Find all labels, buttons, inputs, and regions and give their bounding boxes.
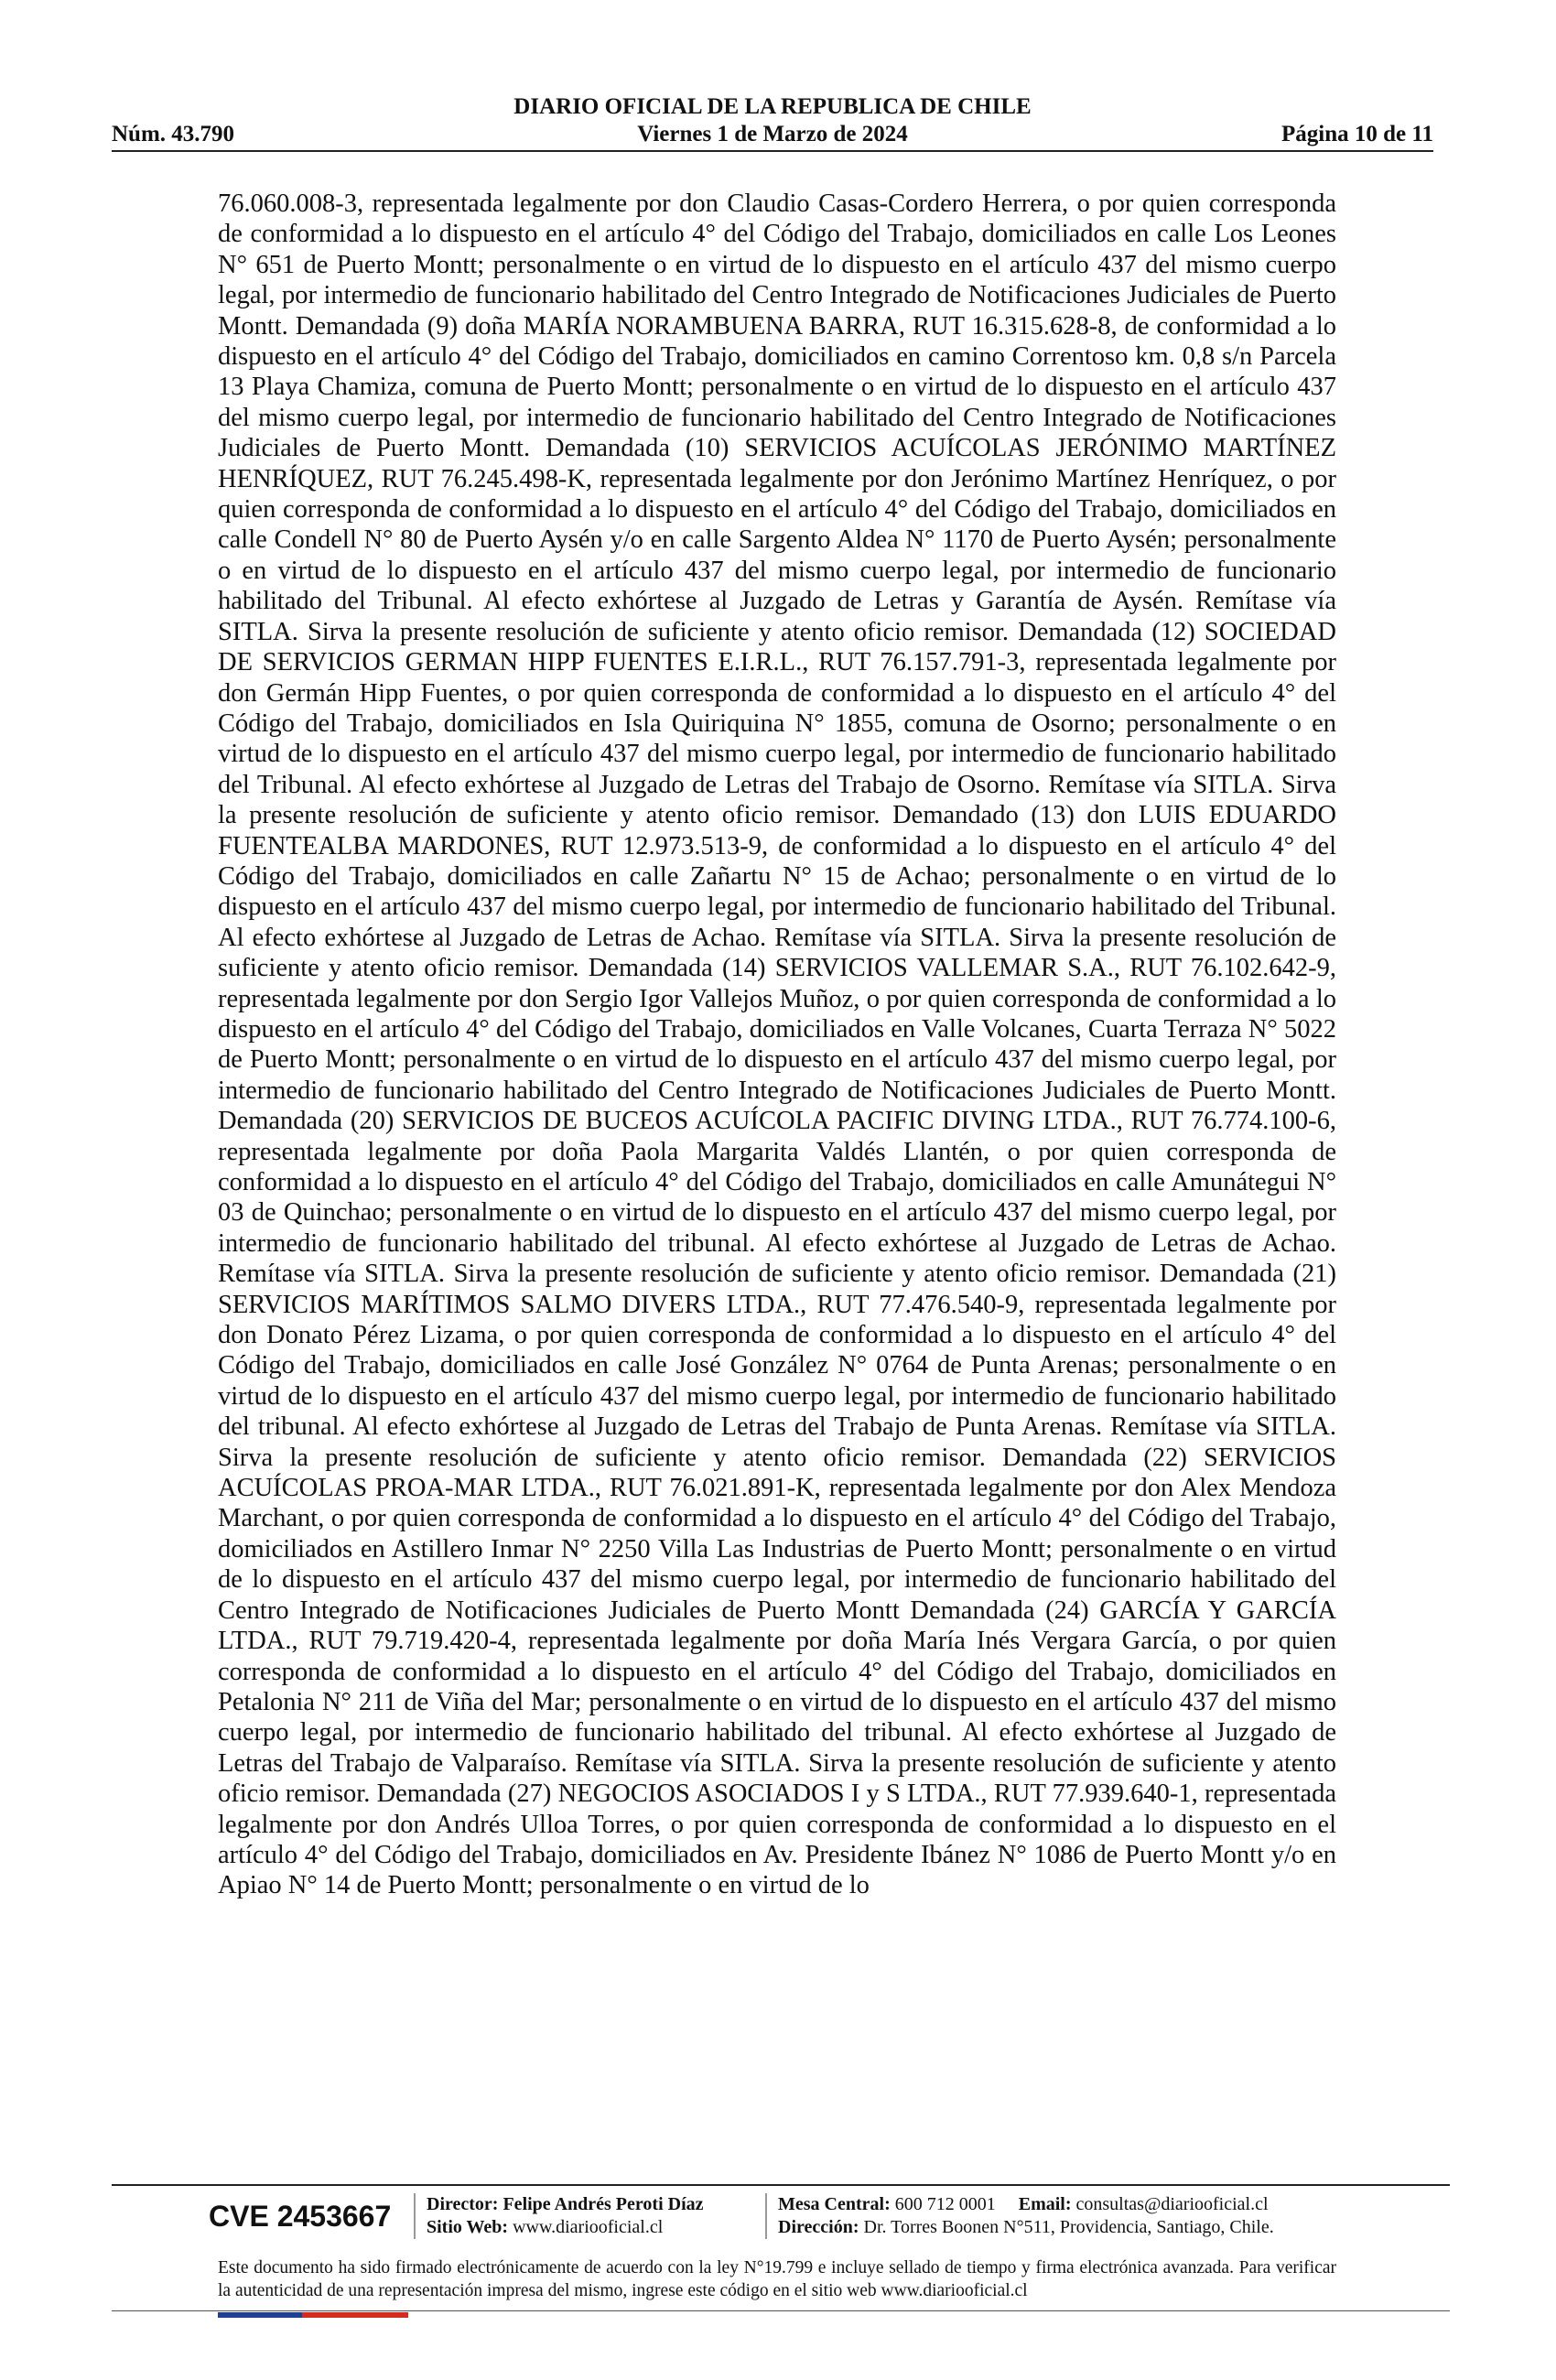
- flag-blue-segment: [218, 2312, 302, 2318]
- footer-separator: [414, 2193, 416, 2239]
- cve-code: CVE 2453667: [209, 2200, 392, 2233]
- flag-bar: [218, 2312, 408, 2318]
- phone-value: 600 712 0001: [894, 2194, 996, 2214]
- address-line: [778, 2216, 1274, 2239]
- publication-title: DIARIO OFICIAL DE LA REPUBLICA DE CHILE: [513, 94, 1032, 119]
- legal-note: Este documento ha sido firmado electrónicamente de acuerdo con la ley N°19.799 e incluye sellado de tiempo y firma electrónica avanzada. Para verificar la autenticidad de una representación impresa del mismo, ingrese este código en el sitio web www.diariooficial.cl: [218, 2258, 1336, 2300]
- publication-title-block: [112, 93, 1433, 148]
- page-header: [112, 93, 1433, 152]
- publication-date: Viernes 1 de Marzo de 2024: [637, 122, 908, 146]
- director-label: Director:: [427, 2194, 499, 2214]
- phone-label: Mesa Central:: [778, 2194, 891, 2214]
- footer-director-block: [427, 2193, 704, 2239]
- footer-contact-block: [778, 2193, 1274, 2239]
- website-label: Sitio Web:: [427, 2217, 509, 2237]
- flag-red-segment: [302, 2312, 408, 2318]
- director-line: [427, 2193, 704, 2216]
- contact-line: [778, 2193, 1274, 2216]
- address-label: Dirección:: [778, 2217, 859, 2237]
- issue-number: Núm. 43.790: [112, 122, 235, 146]
- email-link[interactable]: consultas@diariooficial.cl: [1075, 2194, 1269, 2214]
- footer-separator: [765, 2193, 767, 2239]
- website-link[interactable]: www.diariooficial.cl: [513, 2217, 664, 2237]
- document-body: 76.060.008-3, representada legalmente por don Claudio Casas-Cordero Herrera, o por quien corresponda de conformidad a lo dispuesto en el artículo 4° del Código del Trabajo, domiciliados en calle Los Leones N° 651 de Puerto Montt; personalmente o en virtud de lo dispuesto en el artículo 437 del mismo cuerpo legal, por intermedio de funcionario habilitado del Centro Integrado de Notificaciones Judiciales de Puerto Montt. Demandada (9) doña MARÍA NORAMBUENA BARRA, RUT 16.315.628-8, de conformidad a lo dispuesto en el artículo 4° del Código del Trabajo, domiciliados en camino Correntoso km. 0,8 s/n Parcela 13 Playa Chamiza, comuna de Puerto Montt; personalmente o en virtud de lo dispuesto en el artículo 437 del mismo cuerpo legal, por intermedio de funcionario habilitado del Centro Integrado de Notificaciones Judiciales de Puerto Montt. Demandada (10) SERVICIOS ACUÍCOLAS JERÓNIMO MARTÍNEZ HENRÍQUEZ, RUT 76.245.498-K, representada legalmente por don Jerónimo Martínez Henríquez, o por quien corresponda de conformidad a lo dispuesto en el artículo 4° del Código del Trabajo, domiciliados en calle Condell N° 80 de Puerto Aysén y/o en calle Sargento Aldea N° 1170 de Puerto Aysén; personalmente o en virtud de lo dispuesto en el artículo 437 del mismo cuerpo legal, por intermedio de funcionario habilitado del Tribunal. Al efecto exhórtese al Juzgado de Letras y Garantía de Aysén. Remítase vía SITLA. Sirva la presente resolución de suficiente y atento oficio remisor. Demandada (12) SOCIEDAD DE SERVICIOS GERMAN HIPP FUENTES E.I.R.L., RUT 76.157.791-3, representada legalmente por don Germán Hipp Fuentes, o por quien corresponda de conformidad a lo dispuesto en el artículo 4° del Código del Trabajo, domiciliados en Isla Quiriquina N° 1855, comuna de Osorno; personalmente o en virtud de lo dispuesto en el artículo 437 del mismo cuerpo legal, por intermedio de funcionario habilitado del Tribunal. Al efecto exhórtese al Juzgado de Letras del Trabajo de Osorno. Remítase vía SITLA. Sirva la presente resolución de suficiente y atento oficio remisor. Demandado (13) don LUIS EDUARDO FUENTEALBA MARDONES, RUT 12.973.513-9, de conformidad a lo dispuesto en el artículo 4° del Código del Trabajo, domiciliados en calle Zañartu N° 15 de Achao; personalmente o en virtud de lo dispuesto en el artículo 437 del mismo cuerpo legal, por intermedio de funcionario habilitado del Tribunal. Al efecto exhórtese al Juzgado de Letras de Achao. Remítase vía SITLA. Sirva la presente resolución de suficiente y atento oficio remisor. Demandada (14) SERVICIOS VALLEMAR S.A., RUT 76.102.642-9, representada legalmente por don Sergio Igor Vallejos Muñoz, o por quien corresponda de conformidad a lo dispuesto en el artículo 4° del Código del Trabajo, domiciliados en Valle Volcanes, Cuarta Terraza N° 5022 de Puerto Montt; personalmente o en virtud de lo dispuesto en el artículo 437 del mismo cuerpo legal, por intermedio de funcionario habilitado del Centro Integrado de Notificaciones Judiciales de Puerto Montt. Demandada (20) SERVICIOS DE BUCEOS ACUÍCOLA PACIFIC DIVING LTDA., RUT 76.774.100-6, representada legalmente por doña Paola Margarita Valdés Llantén, o por quien corresponda de conformidad a lo dispuesto en el artículo 4° del Código del Trabajo, domiciliados en calle Amunátegui N° 03 de Quinchao; personalmente o en virtud de lo dispuesto en el artículo 437 del mismo cuerpo legal, por intermedio de funcionario habilitado del tribunal. Al efecto exhórtese al Juzgado de Letras de Achao. Remítase vía SITLA. Sirva la presente resolución de suficiente y atento oficio remisor. Demandada (21) SERVICIOS MARÍTIMOS SALMO DIVERS LTDA., RUT 77.476.540-9, representada legalmente por don Donato Pérez Lizama, o por quien corresponda de conformidad a lo dispuesto en el artículo 4° del Código del Trabajo, domiciliados en calle José González N° 0764 de Punta Arenas; personalmente o en virtud de lo dispuesto en el artículo 437 del mismo cuerpo legal, por intermedio de funcionario habilitado del tribunal. Al efecto exhórtese al Juzgado de Letras del Trabajo de Punta Arenas. Remítase vía SITLA. Sirva la presente resolución de suficiente y atento oficio remisor. Demandada (22) SERVICIOS ACUÍCOLAS PROA-MAR LTDA., RUT 76.021.891-K, representada legalmente por don Alex Mendoza Marchant, o por quien corresponda de conformidad a lo dispuesto en el artículo 4° del Código del Trabajo, domiciliados en Astillero Inmar N° 2250 Villa Las Industrias de Puerto Montt; personalmente o en virtud de lo dispuesto en el artículo 437 del mismo cuerpo legal, por intermedio de funcionario habilitado del Centro Integrado de Notificaciones Judiciales de Puerto Montt Demandada (24) GARCÍA Y GARCÍA LTDA., RUT 79.719.420-4, representada legalmente por doña María Inés Vergara García, o por quien corresponda de conformidad a lo dispuesto en el artículo 4° del Código del Trabajo, domiciliados en Petalonia N° 211 de Viña del Mar; personalmente o en virtud de lo dispuesto en el artículo 437 del mismo cuerpo legal, por intermedio de funcionario habilitado del tribunal. Al efecto exhórtese al Juzgado de Letras del Trabajo de Valparaíso. Remítase vía SITLA. Sirva la presente resolución de suficiente y atento oficio remisor. Demandada (27) NEGOCIOS ASOCIADOS I y S LTDA., RUT 77.939.640-1, representada legalmente por don Andrés Ulloa Torres, o por quien corresponda de conformidad a lo dispuesto en el artículo 4° del Código del Trabajo, domiciliados en Av. Presidente Ibánez N° 1086 de Puerto Montt y/o en Apiao N° 14 de Puerto Montt; personalmente o en virtud de lo: [218, 189, 1336, 1900]
- website-line: [427, 2216, 704, 2239]
- email-label: Email:: [1018, 2194, 1072, 2214]
- footer-divider: [112, 2184, 1450, 2186]
- director-name: Felipe Andrés Peroti Díaz: [502, 2194, 704, 2214]
- address-value: Dr. Torres Boonen N°511, Providencia, Santiago, Chile.: [863, 2217, 1274, 2237]
- footer-bottom-divider: [112, 2310, 1450, 2311]
- page-indicator: Página 10 de 11: [1281, 122, 1433, 146]
